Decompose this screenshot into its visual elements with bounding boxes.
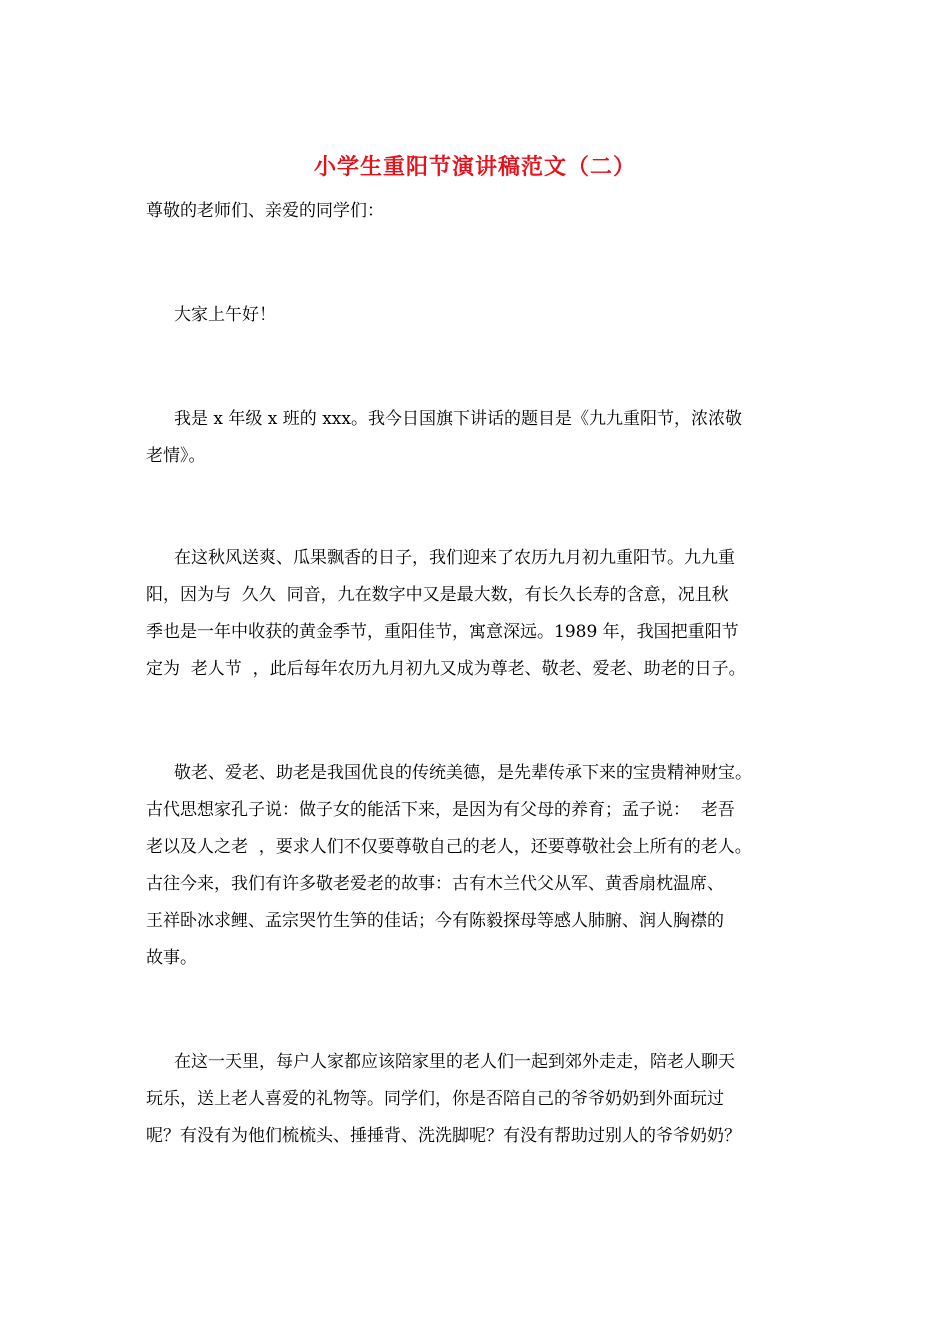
paragraph-3-line-2: 古代思想家孔子说：做子女的能活下来，是因为有父母的养育；孟子说： 老吾 xyxy=(146,800,735,820)
greeting: 大家上午好！ xyxy=(174,305,276,325)
paragraph-3-line-1: 敬老、爱老、助老是我国优良的传统美德，是先辈传承下来的宝贵精神财宝。 xyxy=(174,763,752,783)
paragraph-2-line-1: 在这秋风送爽、瓜果飘香的日子，我们迎来了农历九月初九重阳节。九九重 xyxy=(174,548,735,568)
paragraph-3-line-3: 老以及人之老 ，要求人们不仅要尊敬自己的老人，还要尊敬社会上所有的老人。 xyxy=(146,837,752,857)
paragraph-4-line-2: 玩乐，送上老人喜爱的礼物等。同学们，你是否陪自己的爷爷奶奶到外面玩过 xyxy=(146,1089,724,1109)
document-title: 小学生重阳节演讲稿范文（二） xyxy=(313,154,636,180)
paragraph-4-line-3: 呢？有没有为他们梳梳头、捶捶背、洗洗脚呢？有没有帮助过别人的爷爷奶奶？ xyxy=(146,1126,741,1146)
paragraph-2-line-4: 定为 老人节 ，此后每年农历九月初九又成为尊老、敬老、爱老、助老的日子。 xyxy=(146,659,746,679)
paragraph-3-line-5: 王祥卧冰求鲤、孟宗哭竹生笋的佳话；今有陈毅探母等感人肺腑、润人胸襟的 xyxy=(146,911,724,931)
paragraph-1-line-1: 我是 x 年级 x 班的 xxx。我今日国旗下讲话的题目是《九九重阳节，浓浓敬 xyxy=(174,409,742,429)
paragraph-3-line-4: 古往今来，我们有许多敬老爱老的故事：古有木兰代父从军、黄香扇枕温席、 xyxy=(146,874,724,894)
paragraph-2-line-2: 阳，因为与 久久 同音，九在数字中又是最大数，有长久长寿的含意，况且秋 xyxy=(146,585,729,605)
paragraph-2-line-3: 季也是一年中收获的黄金季节，重阳佳节，寓意深远。1989 年，我国把重阳节 xyxy=(146,622,739,642)
paragraph-3-line-6: 故事。 xyxy=(146,948,197,968)
salutation: 尊敬的老师们、亲爱的同学们： xyxy=(146,201,384,221)
paragraph-1-line-2: 老情》。 xyxy=(146,446,206,466)
paragraph-4-line-1: 在这一天里，每户人家都应该陪家里的老人们一起到郊外走走，陪老人聊天 xyxy=(174,1052,735,1072)
